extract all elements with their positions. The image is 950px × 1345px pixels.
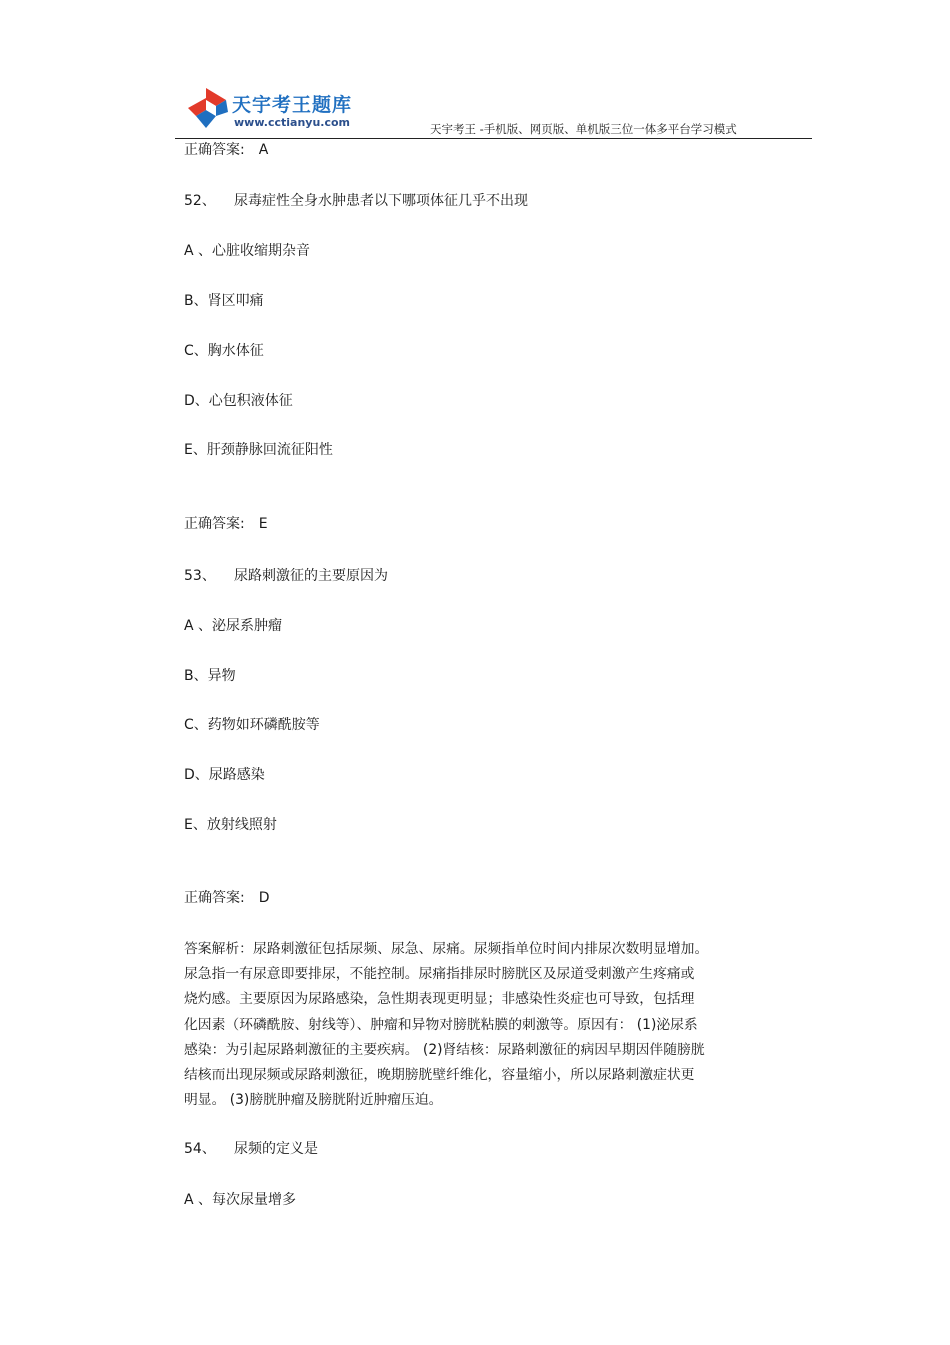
option-d: D、尿路感染 xyxy=(184,767,265,783)
explanation-line: 明显。 (3)膀胱肿瘤及膀胱附近肿瘤压迫。 xyxy=(184,1092,443,1109)
explanation-line: 尿急指一有尿意即要排尿，不能控制。尿痛指排尿时膀胱区及尿道受刺激产生疼痛或 xyxy=(184,966,695,983)
explanation-line: 感染：为引起尿路刺激征的主要疾病。 (2)肾结核：尿路刺激征的病因早期因伴随膀胱 xyxy=(184,1041,705,1058)
explanation-line: 答案解析：尿路刺激征包括尿频、尿急、尿痛。尿频指单位时间内排尿次数明显增加。 xyxy=(184,941,709,957)
option-c: C、药物如环磷酰胺等 xyxy=(184,717,320,733)
question-number: 52、 xyxy=(184,193,216,209)
option-c: C、胸水体征 xyxy=(184,343,264,359)
header-divider xyxy=(175,138,812,139)
answer-51 xyxy=(184,141,268,159)
tianyu-logo-icon xyxy=(184,86,232,130)
question-text: 尿路刺激征的主要原因为 xyxy=(234,568,388,584)
option-b: B、肾区叩痛 xyxy=(184,293,264,309)
header-tagline: 天宇考王 -手机版、网页版、单机版三位一体多平台学习模式 xyxy=(430,122,737,136)
brand-url: www.cctianyu.com xyxy=(234,116,351,129)
question-53 xyxy=(184,567,388,585)
question-number: 53、 xyxy=(184,568,216,584)
option-e: E、放射线照射 xyxy=(184,817,277,833)
question-52 xyxy=(184,192,528,210)
explanation-line: 化因素（环磷酰胺、射线等）、肿瘤和异物对膀胱粘膜的刺激等。原因有： (1)泌尿系 xyxy=(184,1016,698,1033)
option-a: A 、心脏收缩期杂音 xyxy=(184,243,311,259)
explanation-line: 结核而出现尿频或尿路刺激征，晚期膀胱壁纤维化，容量缩小，所以尿路刺激症状更 xyxy=(184,1067,695,1084)
option-d: D、心包积液体征 xyxy=(184,393,293,409)
answer-value: E xyxy=(258,516,268,532)
option-a: A 、泌尿系肿瘤 xyxy=(184,618,283,634)
option-b: B、异物 xyxy=(184,668,236,684)
question-number: 54、 xyxy=(184,1141,216,1157)
brand-name: 天宇考王题库 xyxy=(232,94,353,116)
question-text: 尿毒症性全身水肿患者以下哪项体征几乎不出现 xyxy=(234,193,528,209)
answer-value: D xyxy=(258,890,270,906)
answer-value: A xyxy=(258,142,269,158)
answer-label: 正确答案: xyxy=(184,516,245,532)
answer-52 xyxy=(184,515,268,533)
answer-label: 正确答案: xyxy=(184,142,245,158)
option-e: E、肝颈静脉回流征阳性 xyxy=(184,442,333,458)
question-54 xyxy=(184,1140,318,1158)
option-a: A 、每次尿量增多 xyxy=(184,1192,297,1208)
answer-label: 正确答案: xyxy=(184,890,245,906)
answer-53 xyxy=(184,889,270,907)
explanation-line: 烧灼感。主要原因为尿路感染，急性期表现更明显；非感染性炎症也可导致，包括理 xyxy=(184,991,695,1008)
page-header xyxy=(0,0,950,140)
question-text: 尿频的定义是 xyxy=(234,1141,318,1157)
answer-explanation xyxy=(184,937,804,1113)
